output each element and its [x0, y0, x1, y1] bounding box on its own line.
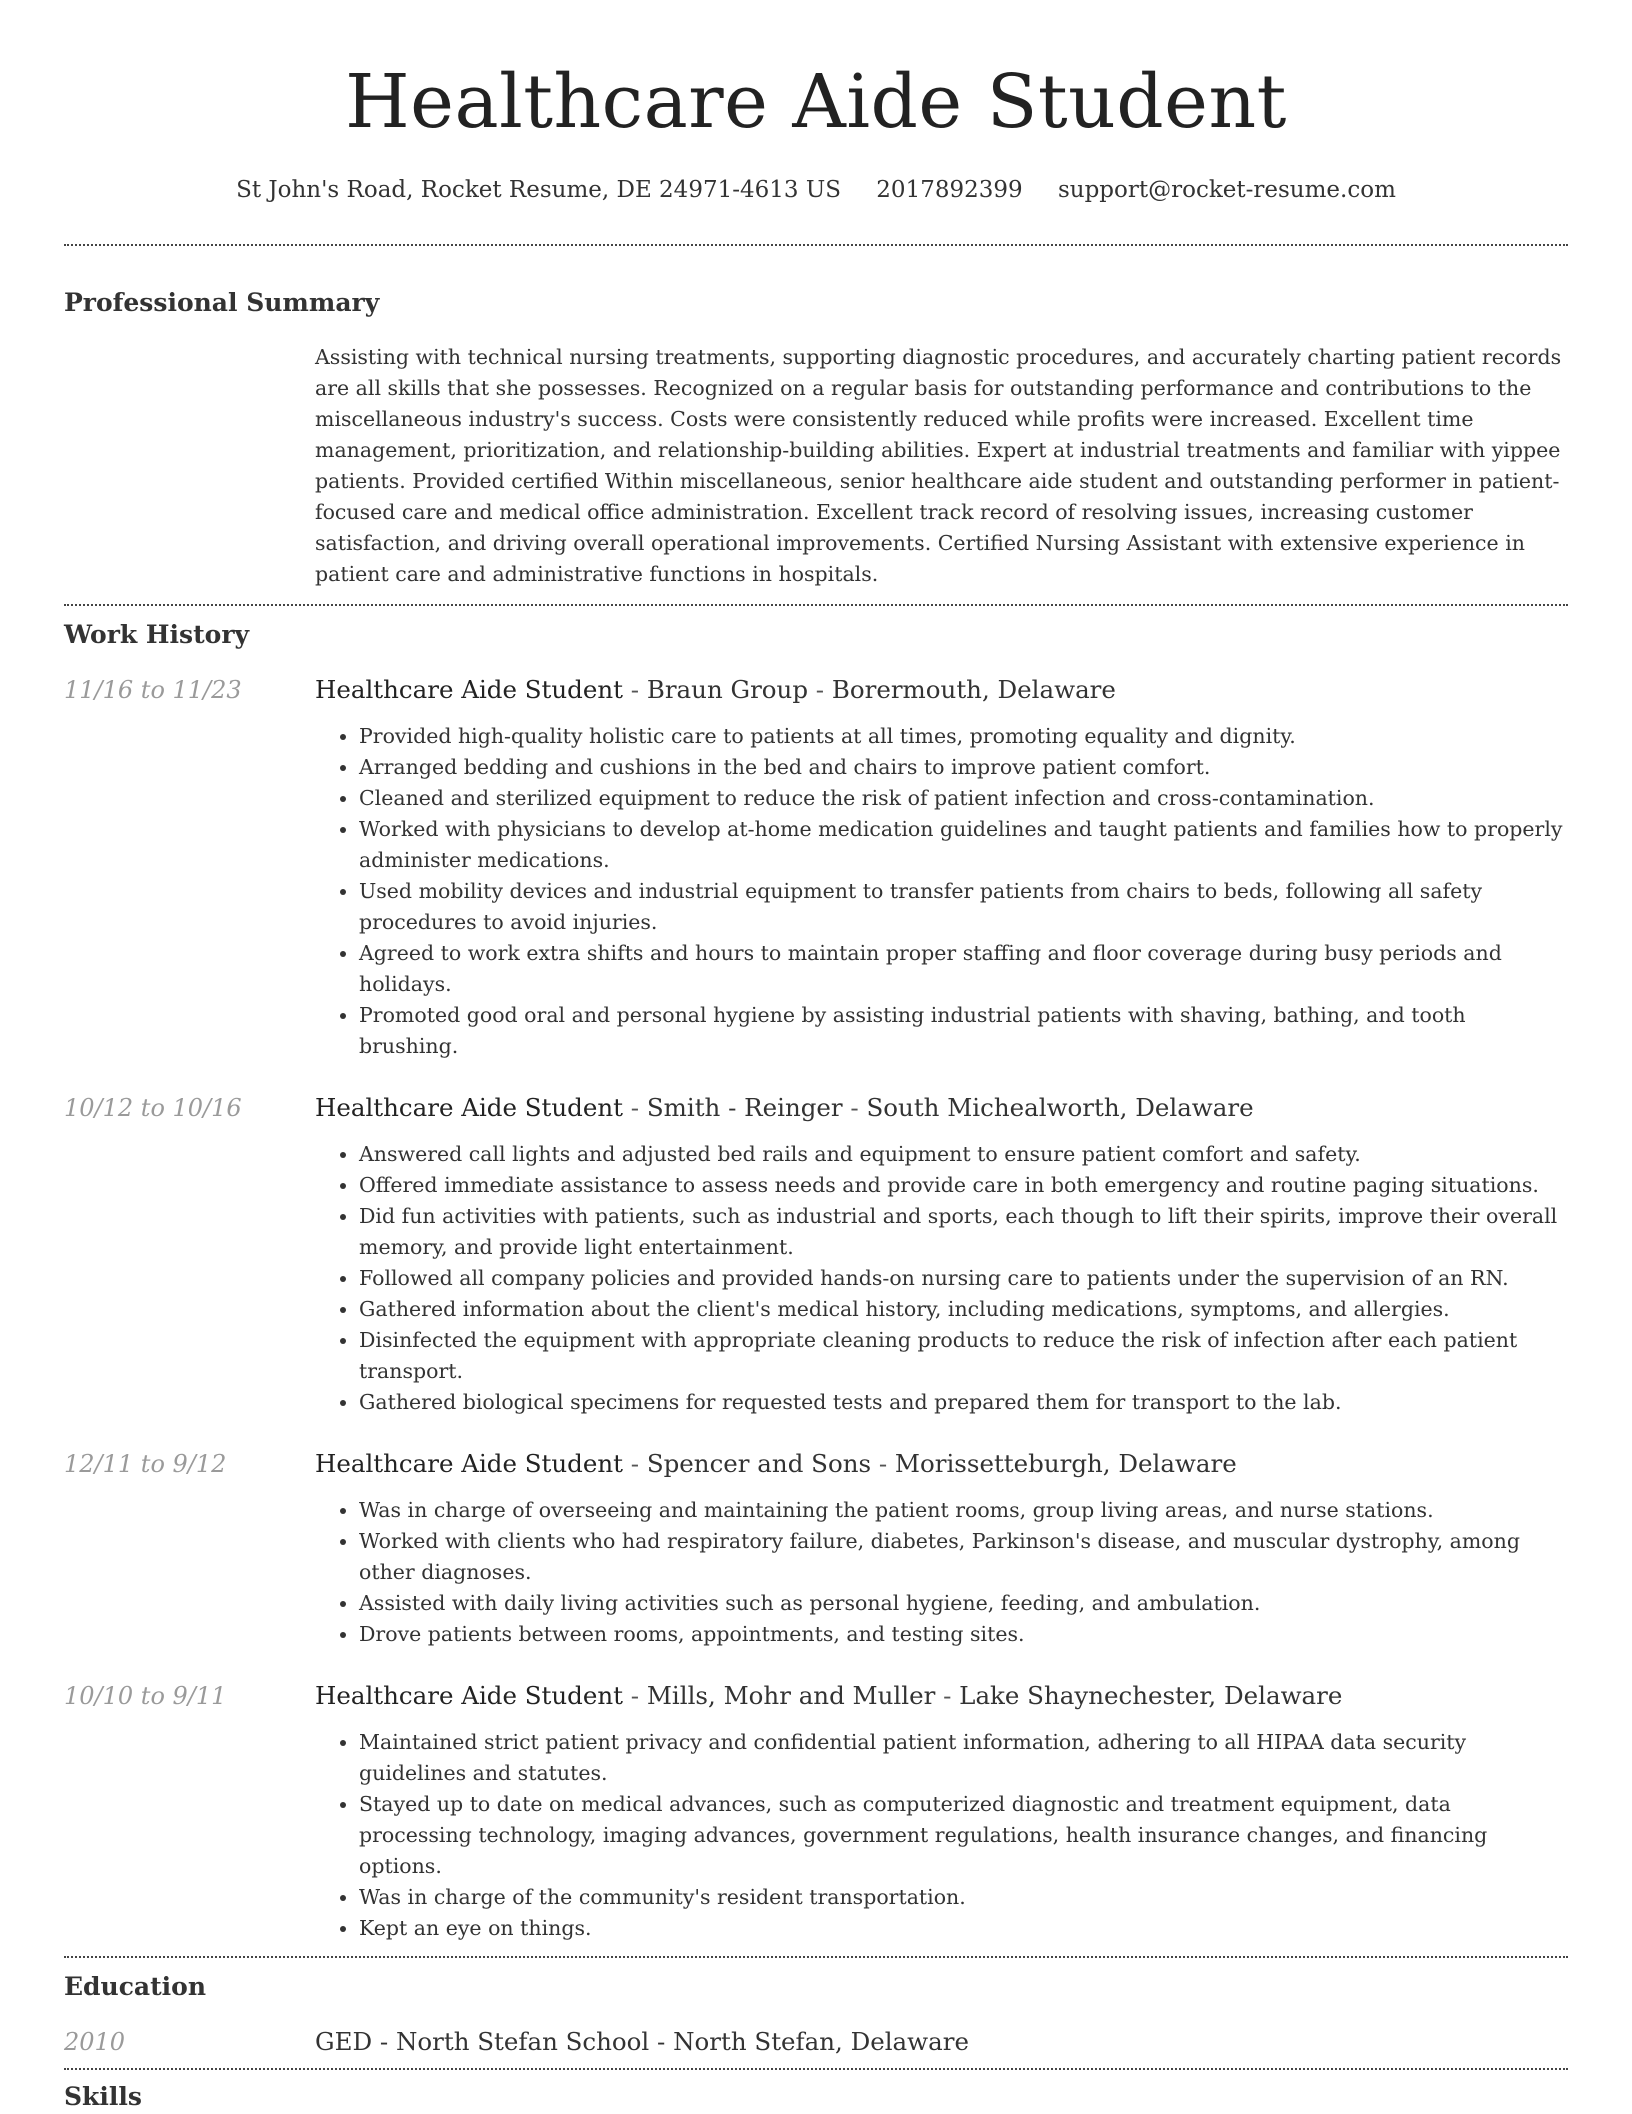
section-divider	[64, 2068, 1568, 2070]
education-details: GED - North Stefan School - North Stefan, Delaware	[315, 2027, 969, 2056]
contact-email: support@rocket-resume.com	[1057, 177, 1396, 203]
job-duty: • Gathered biological specimens for requested tests and prepared them for transport to the lab.	[359, 1387, 1568, 1418]
job-heading	[315, 674, 1568, 706]
job-heading-separator: -	[622, 1449, 647, 1478]
summary-text: Assisting with technical nursing treatments, supporting diagnostic procedures, and accurately charting patient records are all skills that she possesses. Recognized on a regular basis for outstanding performance and contributions to the miscellaneous industry's success. Costs were consistently reduced while profits were increased. Excellent time management, prioritization, and relationship-building abilities. Expert at industrial treatments and familiar with yippee patients. Provided certified Within miscellaneous, senior healthcare aide student and outstanding performer in patient-focused care and medical office administration. Excellent track record of resolving issues, increasing customer satisfaction, and driving overall operational improvements. Certified Nursing Assistant with extensive experience in patient care and administrative functions in hospitals.	[315, 345, 1562, 586]
job-heading-separator: -	[808, 675, 832, 704]
job-company: Spencer and Sons	[646, 1449, 872, 1478]
job-dates: 10/12 to 10/16	[64, 1094, 242, 1122]
job-dates: 12/11 to 9/12	[64, 1450, 227, 1478]
job-heading	[315, 1448, 1568, 1480]
job-duty: • Agreed to work extra shifts and hours to maintain proper staffing and floor coverage during busy periods and holidays.	[359, 938, 1568, 1000]
job-duty: • Assisted with daily living activities such as personal hygiene, feeding, and ambulation.	[359, 1588, 1568, 1619]
job-entry	[64, 674, 1568, 1062]
job-duty: • Was in charge of the community's resident transportation.	[359, 1882, 1568, 1913]
contact-address: St John's Road, Rocket Resume, DE 24971-4613 US	[236, 177, 841, 203]
job-body	[315, 1680, 1568, 1944]
job-role: Healthcare Aide Student	[315, 1681, 623, 1710]
job-entry	[64, 1092, 1568, 1418]
job-duty: • Answered call lights and adjusted bed rails and equipment to ensure patient comfort and safety.	[359, 1139, 1568, 1170]
job-duty: • Promoted good oral and personal hygiene by assisting industrial patients with shaving, bathing, and tooth brushing.	[359, 1000, 1568, 1062]
job-company: Smith - Reinger	[646, 1093, 843, 1122]
job-heading-separator: -	[622, 1681, 647, 1710]
job-duty: • Used mobility devices and industrial equipment to transfer patients from chairs to beds, following all safety procedures to avoid injuries.	[359, 876, 1568, 938]
job-duty: • Provided high-quality holistic care to patients at all times, promoting equality and dignity.	[359, 721, 1568, 752]
job-duties-list	[315, 1495, 1568, 1650]
job-duties-list	[315, 1139, 1568, 1418]
job-heading	[315, 1680, 1568, 1712]
education-entry	[64, 2026, 1568, 2058]
resume-name: Healthcare Aide Student	[345, 59, 1287, 145]
job-duty: • Worked with clients who had respiratory failure, diabetes, Parkinson's disease, and muscular dystrophy, among other diagnoses.	[359, 1526, 1568, 1588]
job-location: South Michealworth, Delaware	[866, 1093, 1254, 1122]
job-duties-list	[315, 1727, 1568, 1944]
job-body	[315, 1448, 1568, 1650]
job-dates: 11/16 to 11/23	[64, 676, 242, 704]
job-duty: • Was in charge of overseeing and maintaining the patient rooms, group living areas, and nurse stations.	[359, 1495, 1568, 1526]
job-role: Healthcare Aide Student	[315, 675, 623, 704]
job-duty: • Gathered information about the client's medical history, including medications, symptoms, and allergies.	[359, 1294, 1568, 1325]
section-divider	[64, 244, 1568, 246]
job-location: Morissetteburgh, Delaware	[894, 1449, 1237, 1478]
job-location: Lake Shaynechester, Delaware	[959, 1681, 1343, 1710]
job-heading-separator: -	[622, 1093, 647, 1122]
job-entry	[64, 1448, 1568, 1650]
work-history-title: Work History	[64, 620, 250, 649]
summary-title: Professional Summary	[64, 288, 380, 317]
section-divider	[64, 604, 1568, 606]
job-duty: • Maintained strict patient privacy and confidential patient information, adhering to all HIPAA data security guidelines and statutes.	[359, 1727, 1568, 1789]
job-body	[315, 1092, 1568, 1418]
job-duty: • Cleaned and sterilized equipment to reduce the risk of patient infection and cross-contamination.	[359, 783, 1568, 814]
job-duty: • Stayed up to date on medical advances, such as computerized diagnostic and treatment equipment, data processing technology, imaging advances, government regulations, health insurance changes, and financing options.	[359, 1789, 1568, 1882]
education-title: Education	[64, 1972, 207, 2001]
job-body	[315, 674, 1568, 1062]
job-company: Mills, Mohr and Muller	[646, 1681, 936, 1710]
job-role: Healthcare Aide Student	[315, 1093, 623, 1122]
job-location: Borermouth, Delaware	[831, 675, 1116, 704]
contact-line	[64, 174, 1568, 206]
job-duty: • Did fun activities with patients, such as industrial and sports, each though to lift their spirits, improve their overall memory, and provide light entertainment.	[359, 1201, 1568, 1263]
job-heading-separator: -	[935, 1681, 960, 1710]
job-heading-separator: -	[622, 675, 647, 704]
job-duty: • Worked with physicians to develop at-home medication guidelines and taught patients and families how to properly administer medications.	[359, 814, 1568, 876]
job-duty: • Followed all company policies and provided hands-on nursing care to patients under the supervision of an RN.	[359, 1263, 1568, 1294]
job-duty: • Offered immediate assistance to assess needs and provide care in both emergency and routine paging situations.	[359, 1170, 1568, 1201]
job-company: Braun Group	[646, 675, 809, 704]
job-heading	[315, 1092, 1568, 1124]
job-heading-separator: -	[842, 1093, 867, 1122]
job-heading-separator: -	[871, 1449, 895, 1478]
job-duty: • Drove patients between rooms, appointments, and testing sites.	[359, 1619, 1568, 1650]
job-role: Healthcare Aide Student	[315, 1449, 623, 1478]
section-divider	[64, 1956, 1568, 1958]
job-duty: • Kept an eye on things.	[359, 1913, 1568, 1944]
job-duties-list	[315, 721, 1568, 1062]
job-duty: • Disinfected the equipment with appropriate cleaning products to reduce the risk of infection after each patient transport.	[359, 1325, 1568, 1387]
contact-phone: 2017892399	[876, 177, 1023, 203]
education-year: 2010	[64, 2028, 126, 2056]
job-entry	[64, 1680, 1568, 1944]
skills-title: Skills	[64, 2082, 142, 2111]
job-duty: • Arranged bedding and cushions in the bed and chairs to improve patient comfort.	[359, 752, 1568, 783]
work-history-list	[64, 674, 1568, 1944]
job-dates: 10/10 to 9/11	[64, 1682, 227, 1710]
